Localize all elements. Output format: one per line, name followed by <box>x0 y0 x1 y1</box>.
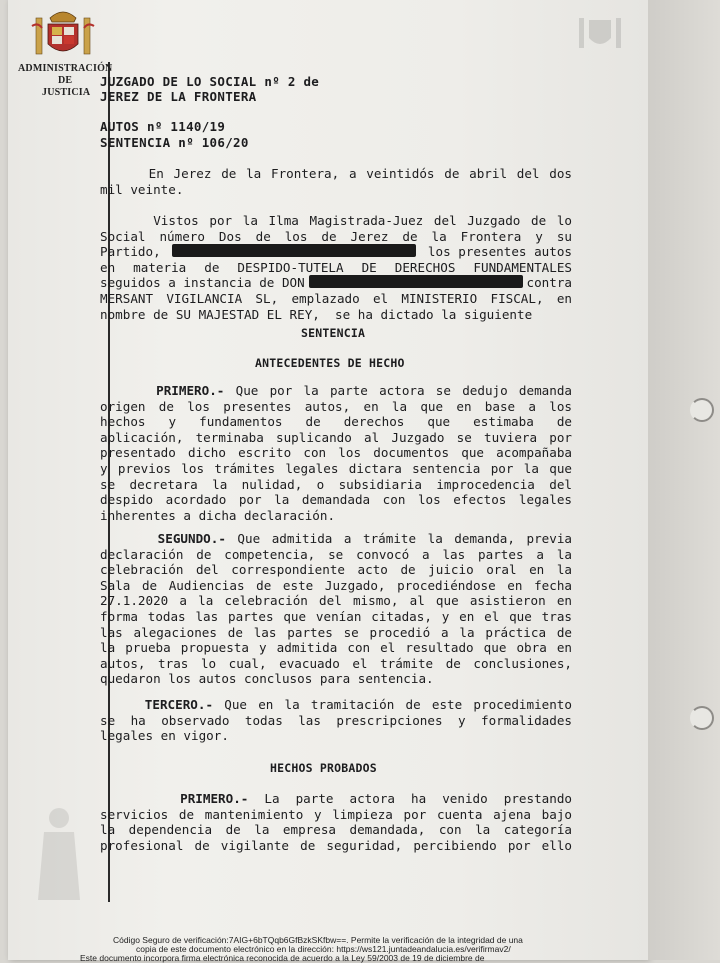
text-line: Sala de Audiencias de este Juzgado, procediéndose en fecha <box>100 577 572 593</box>
text-line: se decretara la nulidad, o subsidiaria improcedencia del <box>100 476 572 492</box>
text-fragment: Que por la parte actora se dedujo demanda <box>224 383 572 398</box>
text-fragment: Partido, <box>100 244 161 260</box>
vistos-paragraph <box>100 213 572 322</box>
tercero-paragraph <box>100 697 572 744</box>
text-line: celebración del correspondiente acto de juicio oral en la <box>100 562 572 578</box>
footer-line: Código Seguro de verificación:7AIG+6bTQqb6GfBzkSKfbw==. Permite la verificación de la integridad de una <box>113 935 523 945</box>
segundo-paragraph <box>100 531 572 687</box>
org-name: ADMINISTRACIÓN <box>18 63 113 74</box>
org-name: DE <box>58 75 73 86</box>
text-line: 27.1.2020 a la celebración del mismo, al que asistieron en <box>100 593 572 609</box>
court-location: JEREZ DE LA FRONTERA <box>100 89 257 104</box>
text-line: profesional de vigilante de seguridad, percibiendo por ello <box>100 837 572 853</box>
text-line: nombre de SU MAJESTAD EL REY, se ha dictado la siguiente <box>100 306 533 322</box>
text-line <box>100 697 572 713</box>
binder-hole-icon <box>690 706 714 730</box>
footer-line: Este documento incorpora firma electrónica reconocida de acuerdo a la Ley 59/2003 de 19 de diciembre de <box>80 953 485 963</box>
paragraph-label: SEGUNDO.- <box>157 531 226 546</box>
paragraph-label: TERCERO.- <box>144 697 214 712</box>
text-fragment: La parte actora ha venido prestando <box>248 791 572 806</box>
text-fragment: los presentes autos <box>427 244 572 260</box>
text-line <box>100 244 572 260</box>
text-line: y previos los trámites legales dictara sentencia por la que <box>100 460 572 476</box>
intro-paragraph <box>100 166 572 197</box>
text-line: Social número Dos de los de Jerez de la Frontera y su <box>100 228 572 244</box>
verification-footer <box>0 930 720 963</box>
text-line: MERSANT VIGILANCIA SL, emplazado el MINISTERIO FISCAL, en <box>100 290 572 306</box>
text-line: legales en vigor. <box>100 728 229 744</box>
section-heading: HECHOS PROBADOS <box>270 761 377 775</box>
text-fragment: seguidos a instancia de DON <box>100 275 305 291</box>
paragraph-label: PRIMERO.- <box>180 791 249 806</box>
hechos-primero-paragraph <box>100 791 572 853</box>
text-line: hechos y fundamentos de derechos que estimaba de <box>100 414 572 430</box>
text-line: origen de los presentes autos, en la que en base a los <box>100 398 572 414</box>
text-line <box>100 383 572 399</box>
text-line: quedaron los autos conclusos para sentencia. <box>100 671 434 687</box>
text-fragment: contra <box>526 275 572 291</box>
text-line: mil veinte. <box>100 181 184 197</box>
text-fragment: Que en la tramitación de este procedimiento <box>213 697 572 712</box>
text-line <box>100 275 572 291</box>
section-heading: ANTECEDENTES DE HECHO <box>255 356 405 370</box>
watermark-figure-icon <box>24 800 94 910</box>
text-line: autos, tras lo cual, evacuado el trámite de conclusiones, <box>100 655 572 671</box>
text-line <box>100 531 572 547</box>
case-number: AUTOS nº 1140/19 <box>100 119 226 134</box>
footer-line: copia de este documento electrónico en la dirección: https://ws121.juntadeandalucia.es/verifirmav2/ <box>136 944 511 954</box>
text-line: declaración de competencia, se convocó a las partes a la <box>100 546 572 562</box>
text-line: forma todas las partes que venían citadas, y en el que tras <box>100 608 572 624</box>
section-heading: SENTENCIA <box>301 326 366 340</box>
text-line: En Jerez de la Frontera, a veintidós de abril del dos <box>100 166 572 181</box>
text-line <box>100 791 572 807</box>
text-line: se ha observado todas las prescripciones y formalidades <box>100 712 572 728</box>
text-line: Vistos por la Ilma Magistrada-Juez del Juzgado de lo <box>100 213 572 228</box>
text-fragment: Que admitida a trámite la demanda, previa <box>225 531 572 546</box>
coat-of-arms-icon <box>28 4 98 60</box>
text-line: la prueba propuesta y admitida con el resultado que obra en <box>100 640 572 656</box>
text-line: en materia de DESPIDO-TUTELA DE DERECHOS FUNDAMENTALES <box>100 259 572 275</box>
text-line: las alegaciones de las partes se procedió a la práctica de <box>100 624 572 640</box>
text-line: la dependencia de la empresa demandada, con la categoría <box>100 822 572 838</box>
text-line: inherentes a dicha declaración. <box>100 507 336 523</box>
redaction-bar <box>309 275 523 288</box>
page-background <box>648 0 720 960</box>
text-line: aplicación, terminaba suplicando al Juzgado se tuviera por <box>100 429 572 445</box>
redaction-bar <box>172 244 416 257</box>
text-line: despido acordado por la demandada con los efectos legales <box>100 492 572 508</box>
paragraph-label: PRIMERO.- <box>156 383 225 398</box>
watermark-crest-icon <box>575 10 625 55</box>
primero-paragraph <box>100 383 572 523</box>
sentence-number: SENTENCIA nº 106/20 <box>100 135 249 150</box>
court-name: JUZGADO DE LO SOCIAL nº 2 de <box>100 74 320 89</box>
text-line: servicios de mantenimiento y limpieza por cuenta ajena bajo <box>100 806 572 822</box>
binder-hole-icon <box>690 398 714 422</box>
org-name: JUSTICIA <box>42 87 91 98</box>
text-line: presentado dicho escrito con los documentos que acompañaba <box>100 445 572 461</box>
